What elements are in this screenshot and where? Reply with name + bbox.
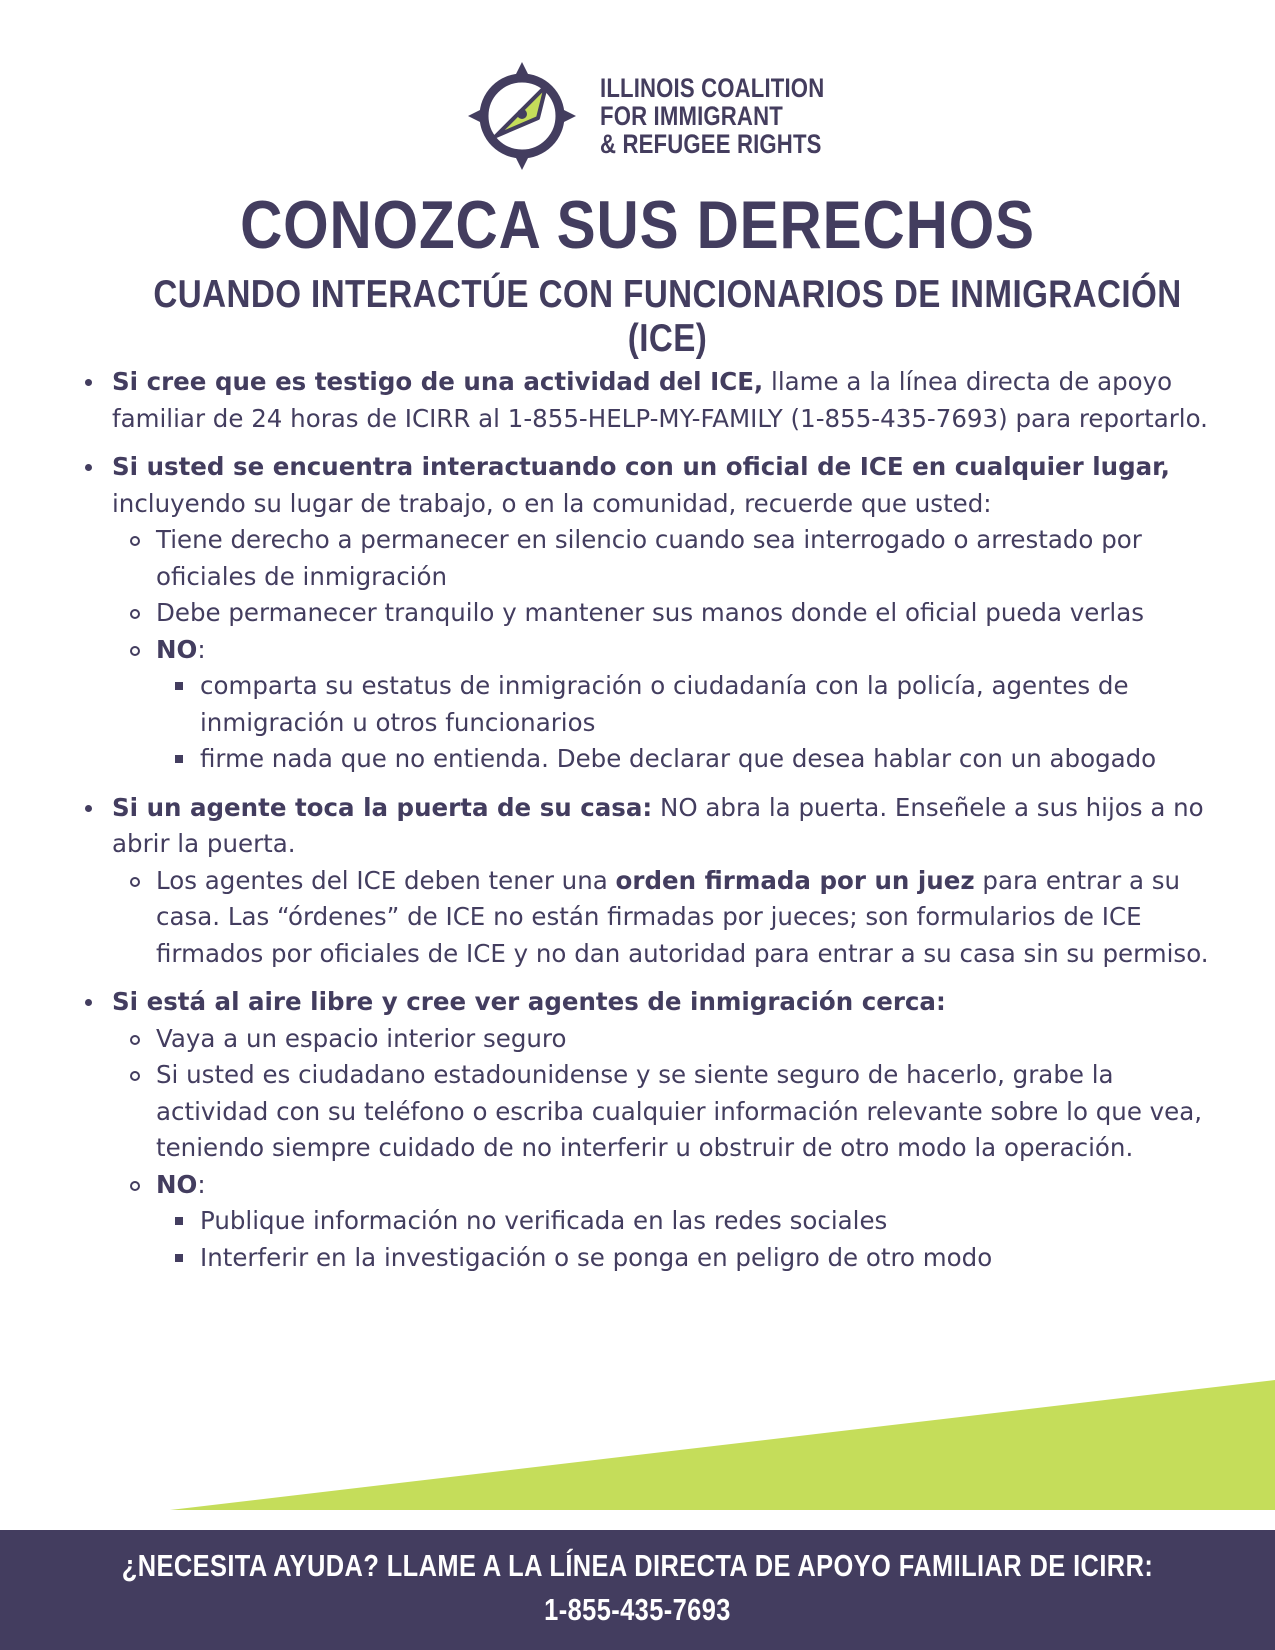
org-logo xyxy=(466,56,826,176)
section-text: llame a la línea directa de apoyo familiar de 24 horas de ICIRR al 1-855-HELP-MY-FAMILY (1-855-435-7693) para reportarlo. xyxy=(112,367,1208,433)
footer-accent-stripe xyxy=(0,1380,1275,1510)
footer-phone: 1-855-435-7693 xyxy=(544,1592,731,1627)
list-item xyxy=(82,449,1212,778)
sub-sub-item: firme nada que no entienda. Debe declarar que desea hablar con un abogado xyxy=(156,741,1212,778)
sub-item-bold: orden firmada por un juez xyxy=(615,865,975,895)
sub-item-no xyxy=(112,632,1212,778)
list-item xyxy=(82,364,1212,437)
list-item xyxy=(82,984,1212,1276)
sub-item xyxy=(112,863,1212,973)
section-lead: Si usted se encuentra interactuando con un oficial de ICE en cualquier lugar, xyxy=(112,452,1170,481)
org-name-line: & REFUGEE RIGHTS xyxy=(600,129,822,159)
sub-sub-item: Interferir en la investigación o se ponga en peligro de otro modo xyxy=(156,1240,1212,1277)
section-lead: Si está al aire libre y cree ver agentes de inmigración cerca: xyxy=(112,987,946,1016)
sub-item: Vaya a un espacio interior seguro xyxy=(112,1021,1212,1058)
footer-help-text: ¿NECESITA AYUDA? LLAME A LA LÍNEA DIRECTA DE APOYO FAMILIAR DE ICIRR: xyxy=(121,1548,1154,1583)
compass-icon xyxy=(466,56,586,176)
page-subtitle: CUANDO INTERACTÚE CON FUNCIONARIOS DE INMIGRACIÓN (ICE) xyxy=(153,273,1182,360)
org-name-line: FOR IMMIGRANT xyxy=(600,101,783,131)
section-lead: Si cree que es testigo de una actividad del ICE, xyxy=(112,367,764,396)
sub-sub-item: Publique información no verificada en las redes sociales xyxy=(156,1203,1212,1240)
sub-item: Tiene derecho a permanecer en silencio cuando sea interrogado o arrestado por oficiales de inmigración xyxy=(112,522,1212,595)
rights-list xyxy=(82,364,1212,1288)
sub-item: Debe permanecer tranquilo y mantener sus manos donde el oficial pueda verlas xyxy=(112,595,1212,632)
org-name-line: ILLINOIS COALITION xyxy=(600,73,825,103)
sub-item-text: Los agentes del ICE deben tener una xyxy=(156,865,616,895)
no-label: NO xyxy=(156,634,198,664)
sub-item-text: para entrar a su casa. Las “órdenes” de ICE no están firmadas por jueces; son formularios de ICE firmados por oficiales de ICE y no dan autoridad para entrar a su casa sin su permiso. xyxy=(156,865,1209,968)
no-colon: : xyxy=(197,1169,206,1199)
page-title: CONOZCA SUS DERECHOS xyxy=(240,187,1035,263)
sub-item: Si usted es ciudadano estadounidense y se siente seguro de hacerlo, grabe la actividad con su teléfono o escriba cualquier información relevante sobre lo que vea, teniendo siempre cuidado de no interferir u obstruir de otro modo la operación. xyxy=(112,1057,1212,1167)
list-item xyxy=(82,790,1212,973)
no-colon: : xyxy=(197,634,206,664)
sub-item-no xyxy=(112,1167,1212,1277)
section-lead: Si un agente toca la puerta de su casa: xyxy=(112,792,653,822)
section-text: incluyendo su lugar de trabajo, o en la comunidad, recuerde que usted: xyxy=(112,488,992,518)
footer-banner xyxy=(0,1530,1275,1650)
section-text: NO abra la puerta. Enseñele a sus hijos a no abrir la puerta. xyxy=(112,792,1204,858)
sub-sub-item: comparta su estatus de inmigración o ciudadanía con la policía, agentes de inmigración u otros funcionarios xyxy=(156,668,1212,741)
org-name xyxy=(600,74,824,158)
no-label: NO xyxy=(156,1169,198,1199)
